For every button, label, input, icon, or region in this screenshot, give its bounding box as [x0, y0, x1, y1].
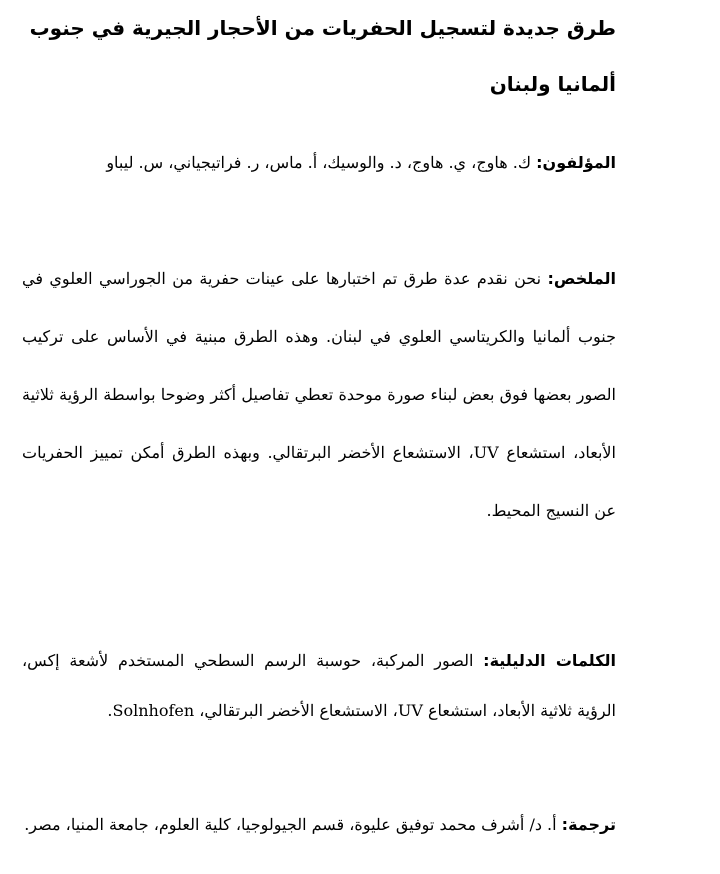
- keywords-paragraph: [22, 636, 616, 736]
- keywords-label: الكلمات الدليلية:: [483, 651, 616, 670]
- translation-paragraph: [22, 812, 616, 838]
- keywords-text: الصور المركبة، حوسبة الرسم السطحي المستخدم لأشعة إكس، الرؤية ثلاثية الأبعاد، استشعاع UV، الاستشعاع الأخضر البرتقالي، Solnhofen.: [22, 651, 616, 720]
- authors-label: المؤلفون:: [536, 153, 616, 172]
- translation-text: أ. د/ أشرف محمد توفيق عليوة، قسم الجيولوجيا، كلية العلوم، جامعة المنيا، مصر.: [24, 815, 562, 834]
- authors-text: ك. هاوج، ي. هاوج، د. والوسيك، أ. ماس، ر. فراتيجياني، س. ليباو: [106, 153, 537, 172]
- abstract-paragraph: [22, 250, 616, 540]
- abstract-label: الملخص:: [547, 269, 616, 288]
- abstract-text: نحن نقدم عدة طرق تم اختبارها على عينات حفرية من الجوراسي العلوي في جنوب ألمانيا والكريتاسي العلوي في لبنان. وهذه الطرق مبنية في الأساس على تركيب الصور بعضها فوق بعض لبناء صورة موحدة تعطي تفاصيل أكثر وضوحا بواسطة الرؤية ثلاثية الأبعاد، استشعاع UV، الاستشعاع الأخضر البرتقالي. وبهذه الطرق أمكن تمييز الحفريات عن النسيج المحيط.: [22, 269, 617, 520]
- authors-paragraph: [22, 150, 616, 176]
- translation-label: ترجمة:: [561, 815, 616, 834]
- document-title: طرق جديدة لتسجيل الحفريات من الأحجار الجيرية في جنوب ألمانيا ولبنان: [29, 16, 616, 96]
